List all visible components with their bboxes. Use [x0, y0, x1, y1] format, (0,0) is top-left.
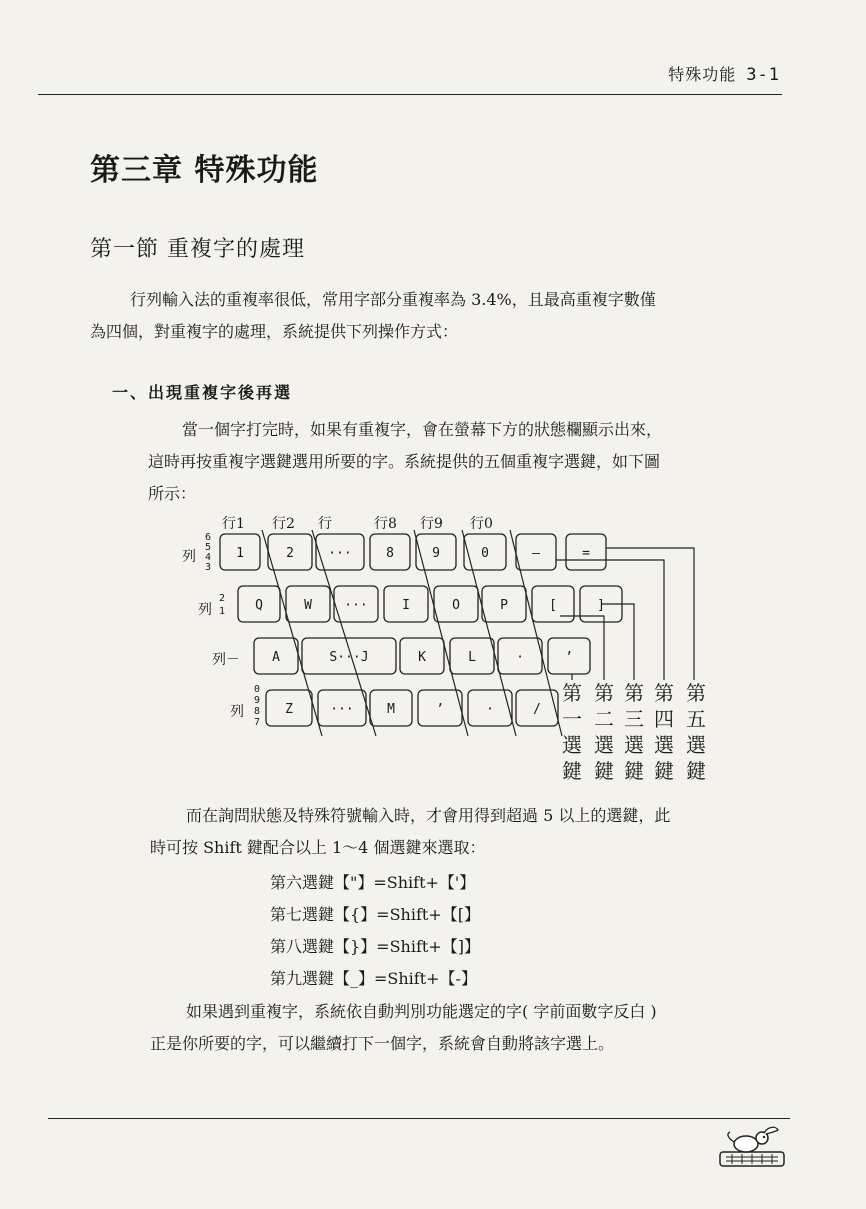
column-label: 行	[318, 516, 332, 532]
shift-line-1: 而在詢問狀態及特殊符號輸入時，才會用得到超過 5 以上的選鍵，此	[186, 806, 671, 825]
row-digit: 7	[254, 717, 261, 728]
selector-4-char: 鍵	[654, 759, 674, 783]
row-digit: 8	[254, 706, 261, 717]
column-label: 行1	[222, 516, 245, 532]
desc-line-2: 這時再按重複字選鍵選用所要的字。系統提供的五個重複字選鍵，如下圖	[148, 452, 661, 471]
key-label: ···	[344, 598, 368, 613]
header-title: 特殊功能	[668, 65, 737, 84]
mapping-line: 第八選鍵【}】=Shift+【]】	[270, 937, 480, 956]
selector-3-char: 第	[624, 681, 644, 705]
closing-paragraph	[150, 996, 760, 1060]
column-label: 行9	[420, 516, 443, 532]
key-label: —	[532, 546, 540, 561]
key-label: A	[272, 650, 280, 665]
row-digit: 1	[219, 606, 226, 617]
selector-2-char: 二	[594, 707, 614, 731]
selector-5-char: 選	[686, 733, 706, 757]
mapping-line: 第六選鍵【"】=Shift+【'】	[270, 873, 476, 892]
key-label: Q	[255, 598, 263, 613]
row-digit: 9	[254, 695, 261, 706]
row-digit: 3	[205, 562, 212, 573]
intro-line-1: 行列輸入法的重複率很低，常用字部分重複率為 3.4%，且最高重複字數僅	[130, 290, 656, 309]
key-label: 8	[386, 546, 394, 561]
subsection-title: 一、出現重複字後再選	[112, 383, 293, 402]
row-digit: 5	[205, 542, 212, 553]
header-page-number: 3-1	[746, 65, 780, 85]
selector-3-char: 三	[624, 707, 644, 731]
key-label: L	[468, 650, 476, 665]
intro-line-2: 為四個，對重複字的處理，系統提供下列操作方式：	[90, 322, 459, 341]
key-label: ·	[516, 650, 524, 665]
shift-paragraph	[150, 800, 750, 864]
row-label: 列	[182, 549, 196, 565]
key-label: /	[533, 702, 541, 717]
key-label: I	[402, 598, 410, 613]
selector-1-char: 鍵	[562, 759, 582, 783]
rabbit-keyboard-logo-icon	[716, 1124, 790, 1172]
selector-2-char: 第	[594, 681, 614, 705]
row-digit: 0	[254, 684, 261, 695]
selector-4-char: 第	[654, 681, 674, 705]
selector-2-char: 鍵	[594, 759, 614, 783]
desc-line-1: 當一個字打完時，如果有重複字，會在螢幕下方的狀態欄顯示出來，	[182, 420, 663, 439]
key-label: ···	[330, 702, 354, 717]
mapping-line: 第九選鍵【_】=Shift+【-】	[270, 969, 477, 988]
row-digit: 6	[205, 532, 212, 543]
column-label: 行0	[470, 516, 493, 532]
selector-5-char: 第	[686, 681, 706, 705]
key-label: 2	[286, 546, 294, 561]
selector-5-char: 鍵	[686, 759, 706, 783]
row-digit: 4	[205, 552, 212, 563]
row-label: 列－	[212, 652, 240, 668]
key-label: O	[452, 598, 460, 613]
footer-rule	[48, 1118, 790, 1119]
key-label: K	[418, 650, 426, 665]
closing-line-2: 正是你所要的字，可以繼續打下一個字，系統會自動將該字選上。	[150, 1034, 615, 1053]
key-label: [	[549, 598, 557, 613]
key-label: ’	[565, 650, 573, 665]
key-label: =	[582, 546, 590, 561]
key-label: S···J	[329, 650, 369, 665]
row-label: 列	[198, 602, 212, 618]
chapter-title: 第三章 特殊功能	[90, 153, 319, 188]
key-label: 1	[236, 546, 244, 561]
key-label: ]	[597, 598, 605, 613]
key-label: 9	[432, 546, 440, 561]
column-label: 行8	[374, 516, 397, 532]
row-label: 列	[230, 704, 244, 720]
key-label: ···	[328, 546, 352, 561]
key-label: ’	[436, 702, 444, 717]
key-label: ·	[486, 702, 494, 717]
selector-5-char: 五	[686, 707, 706, 731]
selector-1-char: 第	[562, 681, 582, 705]
key-label: W	[304, 598, 312, 613]
section-title: 第一節 重複字的處理	[90, 237, 305, 262]
closing-line-1: 如果遇到重複字，系統依自動判別功能選定的字( 字前面數字反白 )	[186, 1002, 657, 1021]
desc-line-3: 所示：	[148, 484, 197, 503]
selector-4-char: 選	[654, 733, 674, 757]
row-digit: 2	[219, 593, 226, 604]
key-label: 0	[481, 546, 489, 561]
selector-1-char: 一	[562, 707, 582, 731]
key-label: Z	[285, 702, 293, 717]
selector-1-char: 選	[562, 733, 582, 757]
selector-3-char: 鍵	[624, 759, 644, 783]
selector-3-char: 選	[624, 733, 644, 757]
key-label: P	[500, 598, 508, 613]
key-label: M	[387, 702, 395, 717]
column-label: 行2	[272, 516, 295, 532]
selector-4-char: 四	[654, 707, 674, 731]
mapping-line: 第七選鍵【{】=Shift+【[】	[270, 905, 480, 924]
selector-2-char: 選	[594, 733, 614, 757]
shift-line-2: 時可按 Shift 鍵配合以上 1～4 個選鍵來選取：	[150, 838, 486, 857]
